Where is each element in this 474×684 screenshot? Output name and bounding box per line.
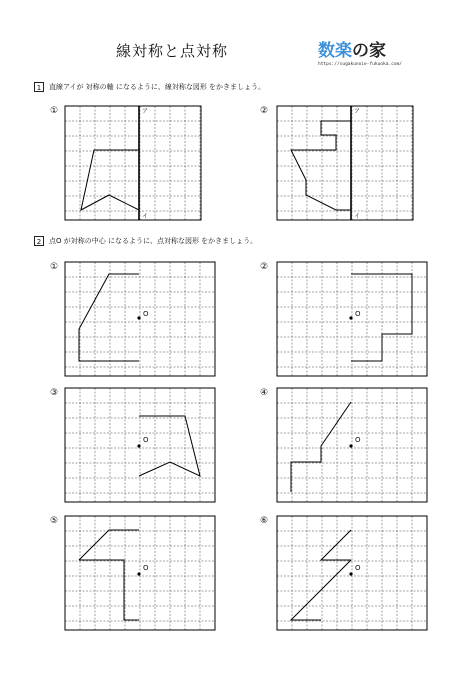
q1-label-2: ② — [260, 106, 269, 116]
q2-grid-4 — [277, 388, 427, 502]
q2-grid-2 — [277, 262, 427, 376]
q2-grid-5 — [65, 516, 215, 630]
logo-rest: の家 — [352, 41, 386, 61]
question-1-text: 直線アイが 対称の軸 になるように、線対称な図形 をかきましょう。 — [49, 83, 266, 91]
q1-2-bottom-label: イ — [354, 213, 361, 220]
q2-label-6: ⑥ — [260, 516, 269, 526]
q2-2-point-label: O — [355, 310, 361, 318]
q2-6-point-label: O — [355, 564, 361, 572]
q1-1-bottom-label: イ — [142, 213, 149, 220]
q2-1-point-label: O — [143, 310, 149, 318]
q2-4-point-label: O — [355, 436, 361, 444]
q2-label-3: ③ — [50, 388, 59, 398]
q2-label-4: ④ — [260, 388, 269, 398]
q1-1-top-label: ア — [142, 108, 149, 115]
q1-grid-2 — [277, 106, 413, 220]
q2-label-2: ② — [260, 262, 269, 272]
q1-2-top-label: ア — [354, 108, 361, 115]
question-1-number: 1 — [34, 82, 44, 92]
q2-label-1: ① — [50, 262, 59, 272]
q1-label-1: ① — [50, 106, 59, 116]
logo-accent: 数楽 — [318, 41, 352, 61]
q2-grid-1 — [65, 262, 215, 376]
site-logo — [318, 36, 428, 67]
q2-grid-6 — [277, 516, 427, 630]
question-2-number: 2 — [34, 236, 44, 246]
q2-3-point-label: O — [143, 436, 149, 444]
question-2 — [34, 236, 257, 246]
q2-grid-3 — [65, 388, 215, 502]
page-title: 線対称と点対称 — [116, 42, 229, 60]
q2-label-5: ⑤ — [50, 516, 59, 526]
logo-url: https://sugakunoie-fukuoka.com/ — [318, 62, 402, 67]
q2-5-point-label: O — [143, 564, 149, 572]
question-2-text: 点O が対称の中心 になるように、点対称な図形 をかきましょう。 — [49, 237, 258, 245]
question-1 — [34, 82, 265, 92]
q1-grid-1 — [65, 106, 201, 220]
